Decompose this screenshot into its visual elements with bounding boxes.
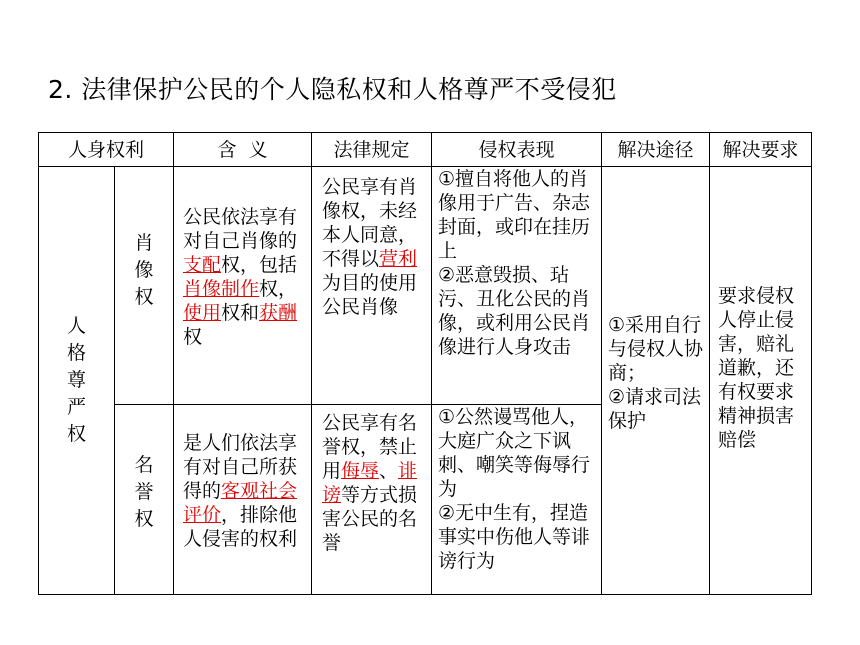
reputation-char: 权: [134, 508, 154, 530]
text-segment: ①擅自将他人的肖像用于广告、杂志封面，或印在挂历上: [438, 168, 591, 262]
solution-cell: [602, 167, 710, 595]
dignity-char: 格: [66, 342, 86, 364]
text-line: [608, 313, 704, 385]
dignity-char: 严: [66, 396, 86, 418]
key-term: 肖像制作: [183, 278, 260, 300]
text-segment: ②请求司法保护: [608, 386, 702, 432]
text-line: [438, 405, 596, 501]
text-segment: 公民享有名誉权，禁止用: [322, 412, 418, 482]
text-segment: 公民享有肖像权，未经本人同意，不得以: [322, 176, 418, 270]
reputation-right-label: [115, 405, 174, 595]
key-term: 获酬: [259, 302, 298, 324]
text-segment: 权，包括: [221, 254, 298, 276]
text-segment: ，排除他人侵害的权利: [183, 504, 298, 550]
text-segment: ②无中生有，捏造事实中伤他人等诽谤行为: [438, 502, 591, 572]
text-segment: 、: [379, 460, 399, 482]
text-segment: ②恶意毁损、玷污、丑化公民的肖像，或利用公民肖像进行人身攻击: [438, 264, 591, 358]
key-term: 使用: [183, 302, 222, 324]
reputation-char: 名: [134, 454, 154, 476]
key-term: 营利: [379, 248, 418, 270]
text-segment: 是人们依法享有对自己所获得的: [183, 432, 298, 502]
portrait-infringe: [432, 167, 602, 405]
portrait-char: 肖: [134, 232, 154, 254]
portrait-char: 权: [134, 286, 154, 308]
reputation-meaning: [174, 405, 312, 595]
portrait-char: 像: [134, 259, 154, 281]
header-requirement: 解决要求: [710, 133, 812, 167]
text-segment: 为目的使用公民肖像: [322, 272, 418, 318]
text-segment: ①采用自行与侵权人协商；: [608, 314, 704, 384]
reputation-infringe: [432, 405, 602, 595]
text-line: [438, 263, 596, 359]
portrait-law: [312, 167, 432, 405]
header-rights: 人身权利: [39, 133, 174, 167]
dignity-right-label: [39, 167, 115, 595]
header-solution: 解决途径: [602, 133, 710, 167]
text-line: [608, 385, 704, 433]
dignity-char: 权: [66, 423, 86, 445]
text-segment: 权，: [259, 278, 298, 300]
text-segment: 权: [183, 326, 203, 348]
requirement-cell: 要求侵权人停止侵害，赔礼道歉，还有权要求精神损害赔偿: [710, 167, 812, 595]
portrait-meaning: [174, 167, 312, 405]
text-segment: 等方式损害公民的名誉: [322, 484, 418, 554]
text-line: [438, 167, 596, 263]
key-term: 诽谤: [322, 460, 418, 506]
text-line: [438, 501, 596, 573]
rights-table: [38, 132, 812, 595]
reputation-char: 誉: [134, 481, 154, 503]
header-law: 法律规定: [312, 133, 432, 167]
header-infringe: 侵权表现: [432, 133, 602, 167]
portrait-row: [39, 167, 812, 405]
key-term: 支配: [183, 254, 222, 276]
header-meaning: 含 义: [174, 133, 312, 167]
key-term: 侮辱: [341, 460, 380, 482]
portrait-right-label: [115, 167, 174, 405]
page-title: 2. 法律保护公民的个人隐私权和人格尊严不受侵犯: [48, 75, 617, 104]
text-segment: ①公然谩骂他人，大庭广众之下讽刺、嘲笑等侮辱行为: [438, 406, 591, 500]
key-term: 客观社会评价: [183, 480, 298, 526]
reputation-law: [312, 405, 432, 595]
header-row: [39, 133, 812, 167]
text-segment: 公民依法享有对自己肖像的: [183, 206, 298, 252]
dignity-char: 人: [66, 315, 86, 337]
text-segment: 权和: [221, 302, 260, 324]
dignity-char: 尊: [66, 369, 86, 391]
